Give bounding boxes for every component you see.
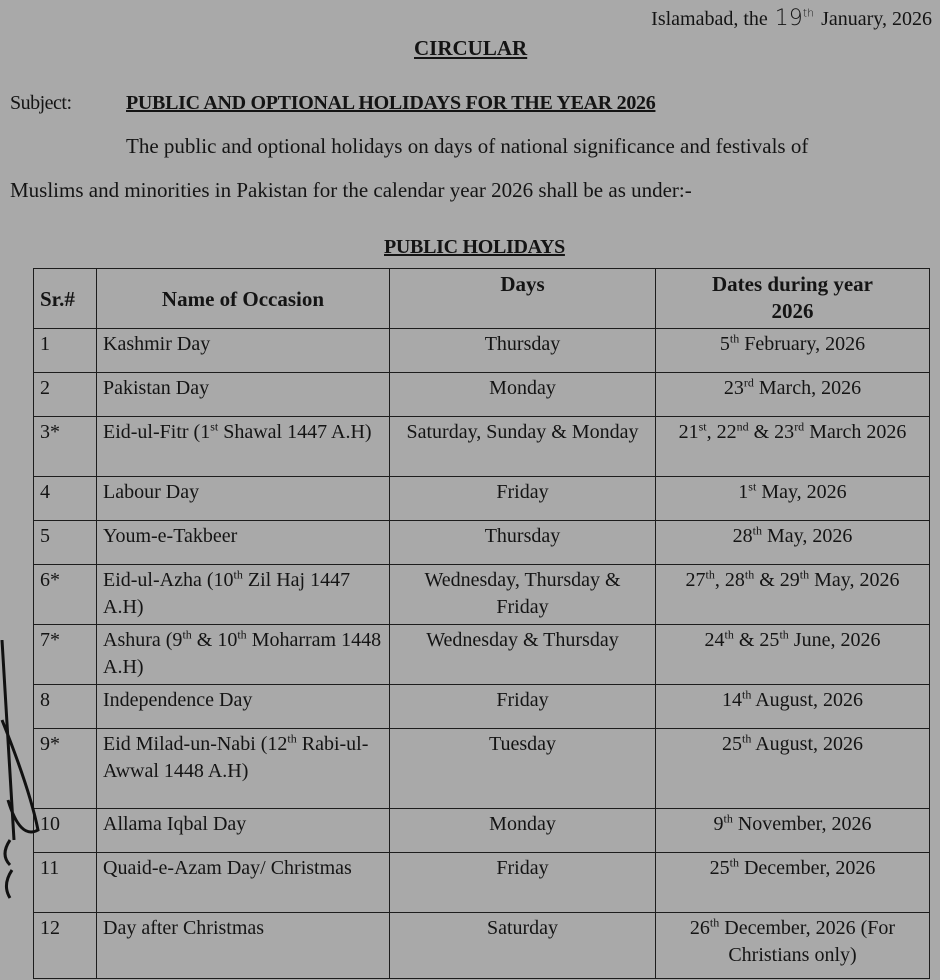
cell-dates: 28th May, 2026	[656, 521, 930, 565]
cell-dates: 1st May, 2026	[656, 477, 930, 521]
header-days: Days	[390, 269, 656, 329]
cell-dates: 25th August, 2026	[656, 729, 930, 809]
cell-days: Friday	[390, 685, 656, 729]
table-row	[34, 853, 930, 913]
table-row	[34, 373, 930, 417]
cell-dates: 24th & 25th June, 2026	[656, 625, 930, 685]
cell-sr: 9*	[34, 729, 97, 809]
table-row	[34, 417, 930, 477]
cell-dates: 21st, 22nd & 23rd March 2026	[656, 417, 930, 477]
table-row	[34, 809, 930, 853]
cell-sr: 3*	[34, 417, 97, 477]
cell-days: Monday	[390, 373, 656, 417]
cell-dates: 25th December, 2026	[656, 853, 930, 913]
table-row	[34, 729, 930, 809]
holidays-table	[33, 268, 930, 979]
cell-sr: 2	[34, 373, 97, 417]
table-row	[34, 565, 930, 625]
cell-days: Monday	[390, 809, 656, 853]
cell-name: Labour Day	[97, 477, 390, 521]
cell-name: Eid-ul-Azha (10th Zil Haj 1447 A.H)	[97, 565, 390, 625]
cell-dates: 5th February, 2026	[656, 329, 930, 373]
signature-scribble	[0, 640, 40, 900]
cell-sr: 8	[34, 685, 97, 729]
table-title: PUBLIC HOLIDAYS	[384, 236, 565, 258]
dateline-suffix: January, 2026	[821, 8, 932, 30]
cell-name: Independence Day	[97, 685, 390, 729]
cell-sr: 7*	[34, 625, 97, 685]
cell-name: Pakistan Day	[97, 373, 390, 417]
table-row	[34, 521, 930, 565]
cell-name: Youm-e-Takbeer	[97, 521, 390, 565]
body-text-line-1: The public and optional holidays on days of national significance and festivals of	[126, 134, 809, 158]
table-header-row	[34, 269, 930, 329]
cell-days: Wednesday & Thursday	[390, 625, 656, 685]
table-row	[34, 913, 930, 979]
table-row	[34, 329, 930, 373]
subject-line	[10, 92, 655, 115]
cell-dates: 14th August, 2026	[656, 685, 930, 729]
document-title: CIRCULAR	[414, 36, 528, 60]
cell-sr: 5	[34, 521, 97, 565]
table-row	[34, 685, 930, 729]
cell-sr: 6*	[34, 565, 97, 625]
cell-days: Thursday	[390, 521, 656, 565]
header-dates: Dates during year 2026	[656, 269, 930, 329]
body-text-line-2: Muslims and minorities in Pakistan for the calendar year 2026 shall be as under:-	[10, 178, 692, 202]
cell-name: Ashura (9th & 10th Moharram 1448 A.H)	[97, 625, 390, 685]
cell-days: Saturday	[390, 913, 656, 979]
cell-name: Allama Iqbal Day	[97, 809, 390, 853]
cell-sr: 12	[34, 913, 97, 979]
cell-days: Friday	[390, 853, 656, 913]
header-sr: Sr.#	[34, 269, 97, 329]
cell-sr: 10	[34, 809, 97, 853]
dateline	[651, 6, 932, 31]
cell-name: Quaid-e-Azam Day/ Christmas	[97, 853, 390, 913]
handwritten-day: 19th	[774, 6, 815, 31]
cell-days: Wednesday, Thursday & Friday	[390, 565, 656, 625]
cell-name: Day after Christmas	[97, 913, 390, 979]
dateline-prefix: Islamabad, the	[651, 8, 768, 30]
cell-dates: 9th November, 2026	[656, 809, 930, 853]
subject-label: Subject:	[10, 92, 72, 114]
cell-sr: 11	[34, 853, 97, 913]
header-name: Name of Occasion	[97, 269, 390, 329]
cell-days: Tuesday	[390, 729, 656, 809]
cell-dates: 26th December, 2026 (For Christians only)	[656, 913, 930, 979]
cell-name: Eid Milad-un-Nabi (12th Rabi-ul- Awwal 1448 A.H)	[97, 729, 390, 809]
subject-title: PUBLIC AND OPTIONAL HOLIDAYS FOR THE YEAR 2026	[126, 92, 656, 114]
cell-days: Thursday	[390, 329, 656, 373]
cell-dates: 23rd March, 2026	[656, 373, 930, 417]
cell-days: Saturday, Sunday & Monday	[390, 417, 656, 477]
cell-name: Kashmir Day	[97, 329, 390, 373]
cell-sr: 1	[34, 329, 97, 373]
table-row	[34, 477, 930, 521]
cell-days: Friday	[390, 477, 656, 521]
table-row	[34, 625, 930, 685]
cell-name: Eid-ul-Fitr (1st Shawal 1447 A.H)	[97, 417, 390, 477]
cell-sr: 4	[34, 477, 97, 521]
cell-dates: 27th, 28th & 29th May, 2026	[656, 565, 930, 625]
